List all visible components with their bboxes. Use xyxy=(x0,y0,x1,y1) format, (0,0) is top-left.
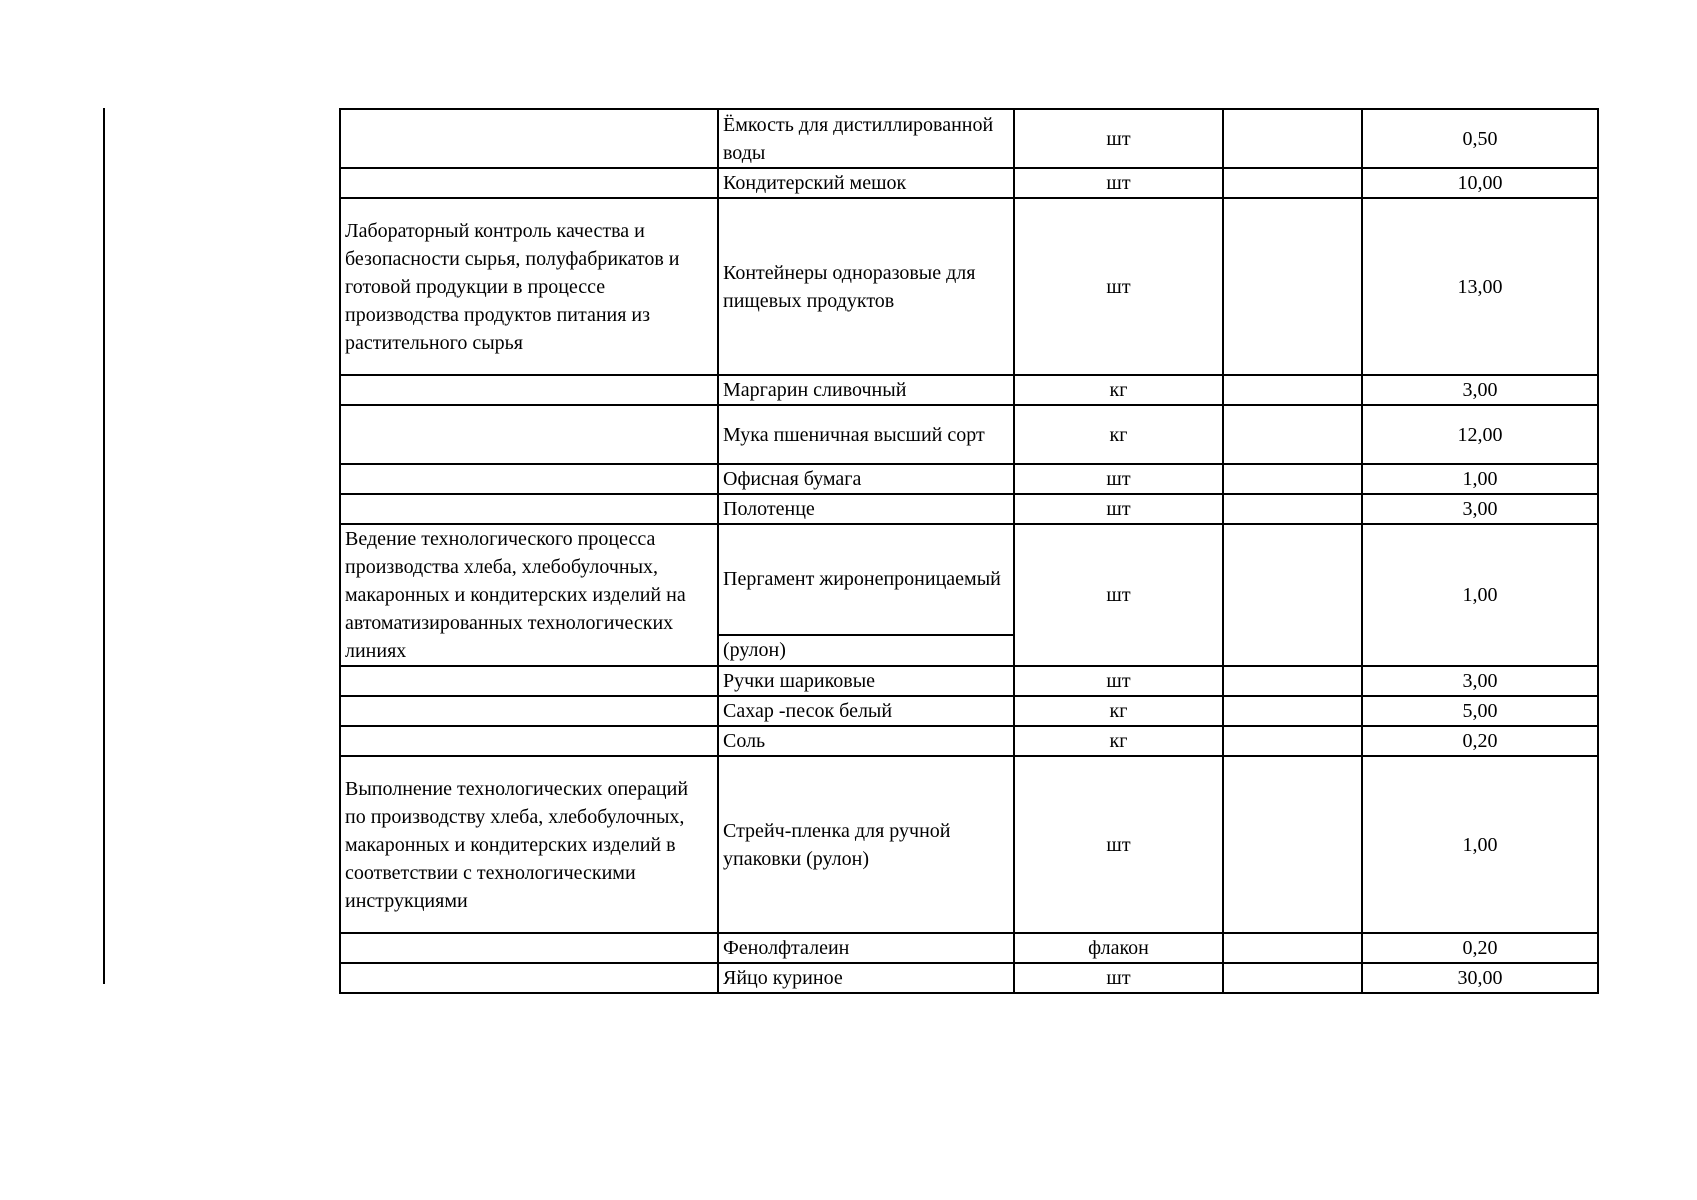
activity-cell xyxy=(340,168,718,198)
quantity-cell: 0,20 xyxy=(1362,726,1598,756)
item-cell: Ручки шариковые xyxy=(718,666,1014,696)
item-cell: Соль xyxy=(718,726,1014,756)
table-row xyxy=(340,524,1598,635)
unit-cell: шт xyxy=(1014,464,1223,494)
unit-cell: шт xyxy=(1014,168,1223,198)
activity-cell xyxy=(340,933,718,963)
table-row xyxy=(340,405,1598,464)
item-cell: Сахар -песок белый xyxy=(718,696,1014,726)
page-margin-rule xyxy=(103,108,105,984)
unit-cell: шт xyxy=(1014,109,1223,168)
table-row xyxy=(340,168,1598,198)
activity-cell xyxy=(340,726,718,756)
table-row xyxy=(340,933,1598,963)
extra-cell xyxy=(1223,168,1362,198)
table-row xyxy=(340,198,1598,375)
unit-cell: шт xyxy=(1014,666,1223,696)
extra-cell xyxy=(1223,666,1362,696)
activity-cell xyxy=(340,666,718,696)
extra-cell xyxy=(1223,375,1362,405)
activity-cell xyxy=(340,963,718,993)
extra-cell xyxy=(1223,756,1362,933)
activity-cell xyxy=(340,696,718,726)
quantity-cell: 12,00 xyxy=(1362,405,1598,464)
extra-cell xyxy=(1223,696,1362,726)
table-row xyxy=(340,696,1598,726)
item-cell: Офисная бумага xyxy=(718,464,1014,494)
activity-cell xyxy=(340,464,718,494)
unit-cell: флакон xyxy=(1014,933,1223,963)
unit-cell: шт xyxy=(1014,494,1223,524)
extra-cell xyxy=(1223,963,1362,993)
unit-cell: шт xyxy=(1014,198,1223,375)
table-row xyxy=(340,375,1598,405)
item-cell: Контейнеры одноразовые для пищевых продуктов xyxy=(718,198,1014,375)
item-cell: Фенолфталеин xyxy=(718,933,1014,963)
quantity-cell: 10,00 xyxy=(1362,168,1598,198)
quantity-cell: 3,00 xyxy=(1362,666,1598,696)
quantity-cell: 13,00 xyxy=(1362,198,1598,375)
item-cell: Маргарин сливочный xyxy=(718,375,1014,405)
table-row xyxy=(340,494,1598,524)
unit-cell: кг xyxy=(1014,375,1223,405)
extra-cell xyxy=(1223,524,1362,666)
extra-cell xyxy=(1223,109,1362,168)
table-row xyxy=(340,726,1598,756)
quantity-cell: 30,00 xyxy=(1362,963,1598,993)
item-cell: Яйцо куриное xyxy=(718,963,1014,993)
unit-cell: кг xyxy=(1014,726,1223,756)
table-row xyxy=(340,666,1598,696)
extra-cell xyxy=(1223,494,1362,524)
table-row xyxy=(340,464,1598,494)
table-row xyxy=(340,109,1598,168)
item-continuation-cell: (рулон) xyxy=(718,635,1014,666)
quantity-cell: 5,00 xyxy=(1362,696,1598,726)
table-row xyxy=(340,756,1598,933)
item-cell: Полотенце xyxy=(718,494,1014,524)
extra-cell xyxy=(1223,726,1362,756)
unit-cell: шт xyxy=(1014,963,1223,993)
activity-cell xyxy=(340,405,718,464)
item-cell: Ёмкость для дистиллированной воды xyxy=(718,109,1014,168)
unit-cell: шт xyxy=(1014,756,1223,933)
extra-cell xyxy=(1223,405,1362,464)
activity-cell: Ведение технологического процесса производства хлеба, хлебобулочных, макаронных и кондитерских изделий на автоматизированных технологических линиях xyxy=(340,524,718,666)
activity-cell xyxy=(340,375,718,405)
item-cell: Пергамент жиронепроницаемый xyxy=(718,524,1014,635)
quantity-cell: 3,00 xyxy=(1362,375,1598,405)
activity-cell xyxy=(340,109,718,168)
quantity-cell: 0,20 xyxy=(1362,933,1598,963)
item-cell: Стрейч-пленка для ручной упаковки (рулон) xyxy=(718,756,1014,933)
supplies-table xyxy=(339,108,1599,994)
unit-cell: кг xyxy=(1014,696,1223,726)
activity-cell: Выполнение технологических операций по производству хлеба, хлебобулочных, макаронных и кондитерских изделий в соответствии с технологическими инструкциями xyxy=(340,756,718,933)
quantity-cell: 1,00 xyxy=(1362,524,1598,666)
activity-cell xyxy=(340,494,718,524)
unit-cell: шт xyxy=(1014,524,1223,666)
activity-cell: Лабораторный контроль качества и безопасности сырья, полуфабрикатов и готовой продукции в процессе производства продуктов питания из растительного сырья xyxy=(340,198,718,375)
item-cell: Мука пшеничная высший сорт xyxy=(718,405,1014,464)
item-cell: Кондитерский мешок xyxy=(718,168,1014,198)
quantity-cell: 1,00 xyxy=(1362,756,1598,933)
quantity-cell: 3,00 xyxy=(1362,494,1598,524)
table-row xyxy=(340,963,1598,993)
unit-cell: кг xyxy=(1014,405,1223,464)
extra-cell xyxy=(1223,464,1362,494)
quantity-cell: 1,00 xyxy=(1362,464,1598,494)
extra-cell xyxy=(1223,198,1362,375)
extra-cell xyxy=(1223,933,1362,963)
quantity-cell: 0,50 xyxy=(1362,109,1598,168)
